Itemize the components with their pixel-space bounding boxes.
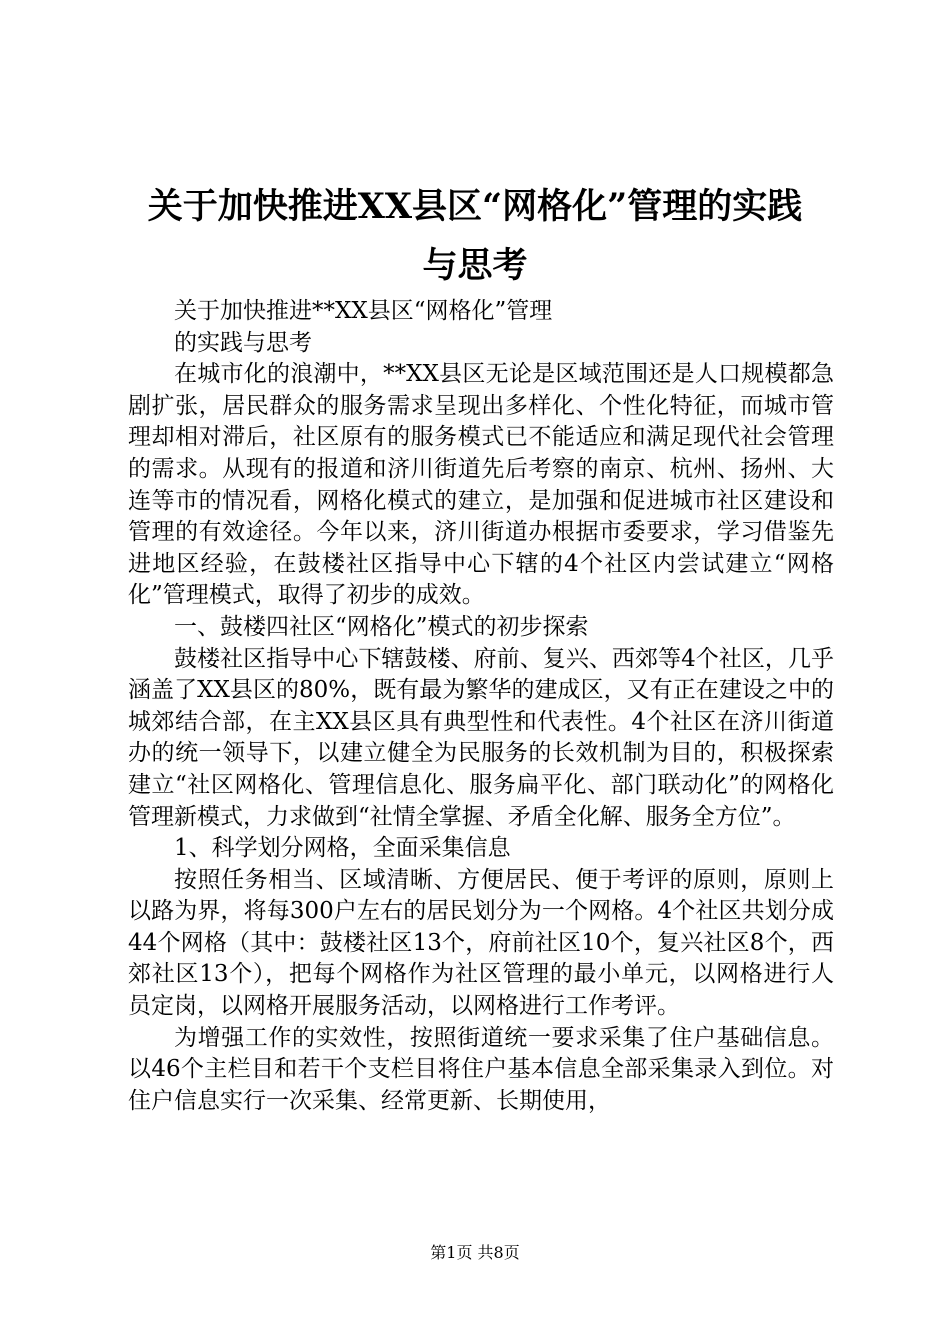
subtitle-line-2: 的实践与思考 [174, 329, 312, 356]
page-number-footer: 第1页 共8页 [430, 1243, 520, 1262]
paragraph-grid-division: 按照任务相当、区域清晰、方便居民、便于考评的原则，原则上以路为界，将每300户左右的居民划分为一个网格。4个社区共划分成44个网格（其中：鼓楼社区13个，府前社区10个，复兴社区8个，西郊社区13个），把每个网格作为社区管理的最小单元，以网格进行人员定岗，以网格开展服务活动，以网格进行工作考评。 [128, 866, 834, 1020]
section-heading-1: 一、鼓楼四社区“网格化”模式的初步探索 [174, 613, 589, 640]
paragraph-info-collection: 为增强工作的实效性，按照街道统一要求采集了住户基础信息。以46个主栏目和若干个支栏目将住户基本信息全部采集录入到位。对住户信息实行一次采集、经常更新、长期使用， [128, 1024, 834, 1114]
paragraph-section-1: 鼓楼社区指导中心下辖鼓楼、府前、复兴、西郊等4个社区，几乎涵盖了XX县区的80%，既有最为繁华的建成区，又有正在建设之中的城郊结合部，在主XX县区具有典型性和代表性。4个社区在济川街道办的统一领导下，以建立健全为民服务的长效机制为目的，积极探索建立“社区网格化、管理信息化、服务扁平化、部门联动化”的网格化管理新模式，力求做到“社情全掌握、矛盾全化解、服务全方位”。 [128, 645, 834, 830]
subsection-heading-1: 1、科学划分网格，全面采集信息 [174, 835, 511, 862]
document-title-line-2: 与思考 [422, 245, 528, 286]
document-title-line-1: 关于加快推进XX县区“网格化”管理的实践 [147, 186, 803, 227]
document-body [128, 296, 834, 1117]
paragraph-intro: 在城市化的浪潮中，**XX县区无论是区域范围还是人口规模都急剧扩张，居民群众的服务需求呈现出多样化、个性化特征，而城市管理却相对滞后，社区原有的服务模式已不能适应和满足现代社会管理的需求。从现有的报道和济川街道先后考察的南京、杭州、扬州、大连等市的情况看，网格化模式的建立，是加强和促进城市社区建设和管理的有效途径。今年以来，济川街道办根据市委要求，学习借鉴先进地区经验，在鼓楼社区指导中心下辖的4个社区内尝试建立“网格化”管理模式，取得了初步的成效。 [128, 361, 834, 609]
subtitle-line-1: 关于加快推进**XX县区“网格化”管理 [174, 298, 553, 324]
